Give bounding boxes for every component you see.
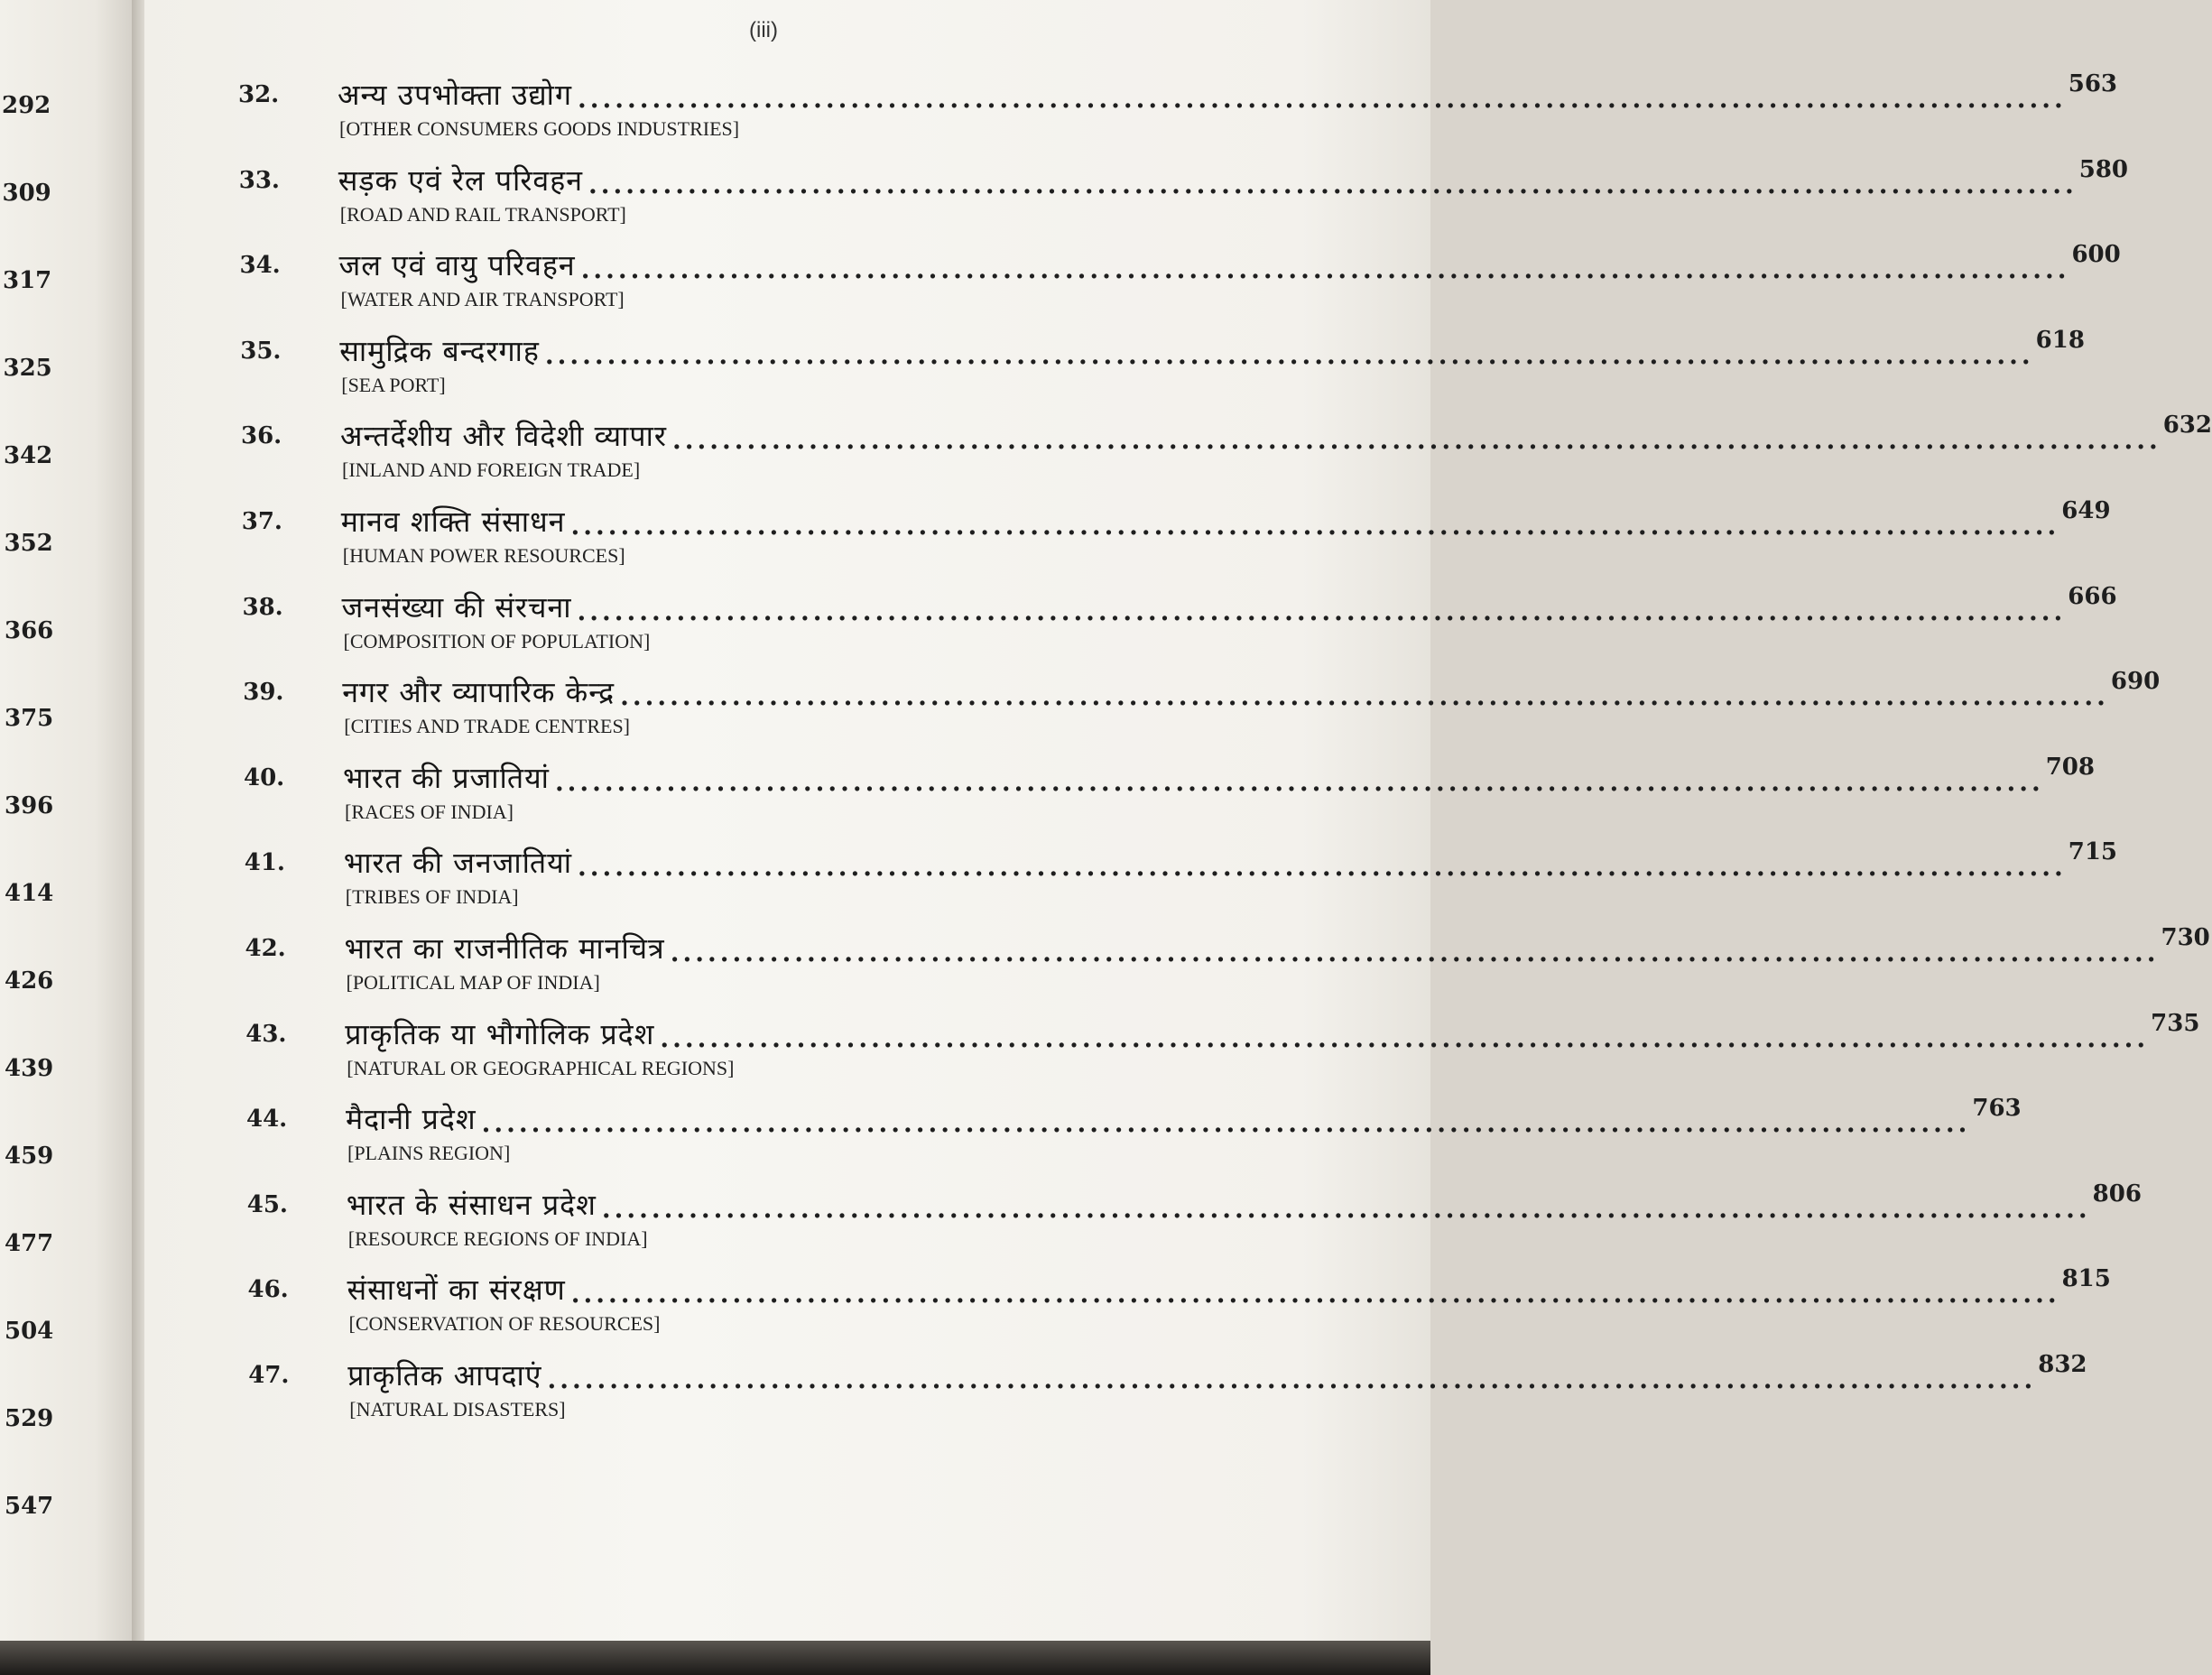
chapter-title-hindi: भारत की जनजातियां [343,846,572,881]
dot-leader: ........................................................................................................................ [670,938,2160,967]
dot-leader: ........................................................................................................................ [577,852,2067,883]
chapter-title-hindi: सड़क एवं रेल परिवहन [338,162,583,198]
toc-entry[interactable] [0,668,2161,749]
previous-page-number: 504 [5,1318,54,1345]
chapter-number: 35. [240,337,282,365]
chapter-page-number: 763 [1972,1095,2022,1123]
chapter-title-english: [ROAD AND RAIL TRANSPORT] [339,202,626,226]
previous-page-number: 547 [5,1493,54,1520]
previous-page-number: 439 [5,1055,54,1082]
dot-leader: ........................................................................................................................ [671,425,2161,456]
toc-entry[interactable] [0,1009,2200,1091]
chapter-title-line [341,582,2117,626]
toc-entry[interactable] [0,838,2118,920]
chapter-title-hindi: सामुद्रिक बन्दरगाह [339,333,540,368]
previous-page-number: 325 [3,355,52,382]
chapter-title-line [343,838,2118,883]
chapter-page-number: 735 [2151,1009,2200,1037]
chapter-page-number: 563 [2068,70,2118,97]
chapter-number: 32. [238,81,280,108]
toc-entry[interactable] [0,1265,2111,1346]
chapter-title-hindi: प्राकृतिक या भौगोलिक प्रदेश [345,1016,655,1051]
chapter-title-hindi: जल एवं वायु परिवहन [338,248,576,283]
chapter-number: 38. [242,593,283,621]
chapter-title-line [347,1265,2111,1309]
previous-page-number: 366 [5,617,54,644]
chapter-page-number: 708 [2045,753,2095,781]
toc-entry[interactable] [0,1351,2087,1432]
chapter-number: 46. [247,1276,289,1304]
dot-leader: ........................................................................................................................ [620,681,2109,712]
chapter-title-line [346,1095,2022,1139]
previous-page-number: 309 [2,180,51,207]
previous-page-number: 396 [5,792,54,819]
chapter-page-number: 632 [2162,412,2212,440]
chapter-number: 42. [245,935,286,962]
chapter-page-number: 730 [2161,924,2210,951]
chapter-title-hindi: जनसंख्या की संरचना [341,589,572,625]
previous-page-number: 414 [5,880,54,907]
chapter-title-english: [POLITICAL MAP OF INDIA] [346,971,600,994]
chapter-title-english: [COMPOSITION OF POPULATION] [343,629,651,652]
chapter-page-number: 666 [2068,582,2117,610]
chapter-page-number: 815 [2061,1265,2111,1293]
chapter-page-number: 649 [2061,497,2111,524]
chapter-title-english: [NATURAL DISASTERS] [349,1398,566,1421]
toc-entry[interactable] [0,70,2118,152]
chapter-page-number: 832 [2038,1351,2087,1378]
chapter-title-line [344,924,2210,967]
chapter-title-hindi: नगर और व्यापारिक केन्द्र [342,675,615,710]
chapter-page-number: 715 [2068,838,2118,866]
chapter-title-english: [OTHER CONSUMERS GOODS INDUSTRIES] [339,117,740,140]
chapter-title-hindi: मैदानी प्रदेश [346,1102,477,1137]
chapter-number: 33. [238,166,280,194]
previous-page-number: 292 [2,92,51,119]
chapter-title-line [338,155,2129,199]
chapter-title-line [345,1009,2200,1053]
toc-entry[interactable] [0,1095,2022,1176]
chapter-title-english: [HUMAN POWER RESOURCES] [342,544,625,567]
chapter-title-hindi: संसाधनों का संरक्षण [347,1272,566,1308]
chapter-number: 43. [245,1020,287,1048]
chapter-number: 37. [241,508,282,535]
chapter-title-english: [PLAINS REGION] [347,1142,511,1165]
chapter-title-line [339,326,2085,370]
chapter-page-number: 618 [2035,326,2085,354]
chapter-title-line [338,70,2118,114]
dot-leader: ........................................................................................................................ [547,1365,2037,1394]
chapter-title-hindi: भारत के संसाधन प्रदेश [346,1187,597,1222]
previous-page-number: 375 [5,705,54,732]
chapter-title-english: [CONSERVATION OF RESOURCES] [348,1312,661,1336]
dot-leader: ........................................................................................................................ [554,766,2044,797]
dot-leader: ........................................................................................................................ [481,1108,1971,1139]
chapter-title-hindi: मानव शक्ति संसाधन [340,504,566,539]
dot-leader: ........................................................................................................................ [577,596,2067,626]
chapter-page-number: 580 [2078,155,2129,183]
page-number: (iii) [749,18,778,42]
toc-entry[interactable] [0,1180,2142,1262]
previous-page-number: 352 [4,530,53,557]
chapter-title-hindi: अन्तर्देशीय और विदेशी व्यापार [340,419,667,454]
chapter-title-english: [CITIES AND TRADE CENTRES] [344,715,631,738]
chapter-title-line [342,668,2161,712]
toc-entry[interactable] [0,241,2121,322]
chapter-title-english: [INLAND AND FOREIGN TRADE] [342,458,641,482]
toc-entry[interactable] [0,412,2212,493]
dot-leader: ........................................................................................................................ [660,1023,2150,1053]
previous-page-number: 529 [5,1405,54,1432]
previous-page-number: 477 [5,1230,54,1257]
chapter-title-english: [RESOURCE REGIONS OF INDIA] [347,1226,648,1250]
chapter-title-line [340,497,2111,541]
chapter-number: 40. [244,763,285,791]
chapter-title-line [343,753,2095,797]
chapter-page-number: 806 [2092,1180,2142,1208]
toc-entry[interactable] [0,582,2117,664]
dot-leader: ........................................................................................................................ [601,1193,2091,1224]
chapter-title-english: [SEA PORT] [341,373,446,396]
toc-entry[interactable] [0,497,2111,578]
previous-page-number: 459 [5,1143,54,1170]
chapter-title-english: [RACES OF INDIA] [345,800,514,823]
chapter-number: 36. [241,422,282,450]
chapter-title-line [346,1180,2142,1224]
chapter-title-line [340,412,2212,456]
dot-leader: ........................................................................................................................ [544,339,2034,370]
toc-entry[interactable] [0,924,2210,1005]
dot-leader: ........................................................................................................................ [577,84,2067,114]
chapter-number: 39. [243,679,284,707]
chapter-page-number: 600 [2071,241,2121,269]
chapter-number: 44. [246,1106,288,1134]
dot-leader: ........................................................................................................................ [580,254,2070,285]
chapter-number: 45. [246,1190,288,1218]
bottom-edge-shadow [0,1641,1430,1675]
toc-entry[interactable] [0,155,2129,237]
dot-leader: ........................................................................................................................ [570,511,2060,541]
chapter-title-english: [WATER AND AIR TRANSPORT] [340,288,625,311]
chapter-page-number: 690 [2110,668,2161,696]
chapter-title-line [347,1351,2087,1394]
chapter-number: 34. [239,252,281,280]
chapter-title-hindi: भारत की प्रजातियां [343,760,550,795]
chapter-title-english: [NATURAL OR GEOGRAPHICAL REGIONS] [347,1056,735,1079]
chapter-title-line [338,241,2121,285]
chapter-title-hindi: प्राकृतिक आपदाएं [347,1358,542,1393]
toc-entry[interactable] [0,326,2085,408]
toc-entry[interactable] [0,753,2095,835]
chapter-title-english: [TRIBES OF INDIA] [345,885,519,909]
dot-leader: ........................................................................................................................ [588,169,2078,199]
chapter-number: 41. [244,849,285,877]
previous-page-number: 317 [3,267,52,294]
chapter-title-hindi: भारत का राजनीतिक मानचित्र [344,931,665,966]
previous-page-number: 426 [5,967,54,995]
chapter-title-hindi: अन्य उपभोक्ता उद्योग [338,78,572,112]
dot-leader: ........................................................................................................................ [570,1279,2060,1309]
chapter-number: 47. [248,1362,290,1389]
previous-page-number: 342 [4,442,53,469]
